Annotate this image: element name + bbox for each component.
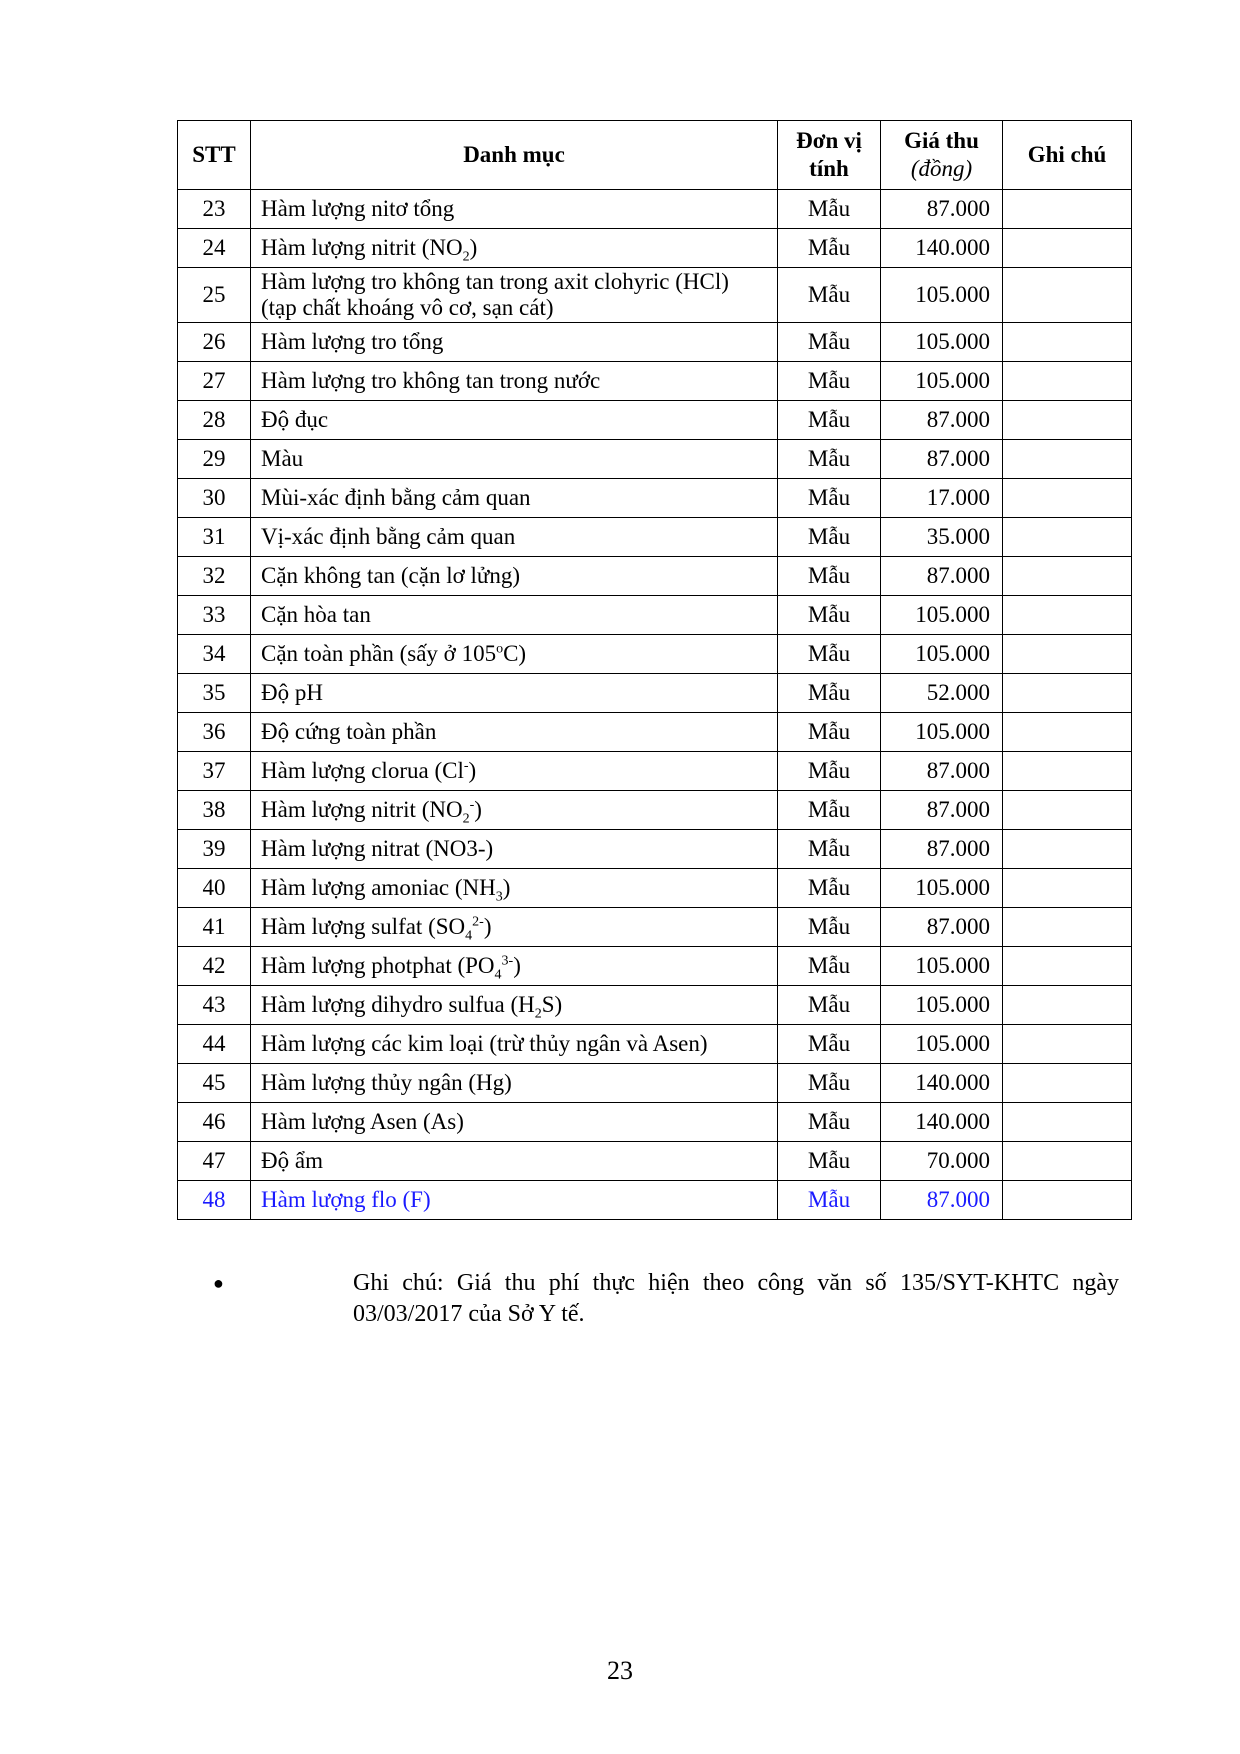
cell-note bbox=[1003, 1025, 1132, 1064]
cell-stt: 33 bbox=[178, 596, 251, 635]
cell-name bbox=[251, 268, 778, 323]
cell-stt: 23 bbox=[178, 190, 251, 229]
header-price-line2: (đồng) bbox=[910, 156, 973, 181]
cell-name bbox=[251, 986, 778, 1025]
table-row bbox=[178, 635, 1132, 674]
cell-note bbox=[1003, 908, 1132, 947]
cell-stt: 38 bbox=[178, 791, 251, 830]
cell-unit: Mẫu bbox=[778, 830, 881, 869]
cell-name: Hàm lượng nitơ tổng bbox=[251, 190, 778, 229]
cell-price: 105.000 bbox=[881, 635, 1003, 674]
cell-name-superscript: o bbox=[496, 641, 504, 657]
cell-price: 70.000 bbox=[881, 1142, 1003, 1181]
table-row bbox=[178, 229, 1132, 268]
cell-stt: 32 bbox=[178, 557, 251, 596]
cell-unit: Mẫu bbox=[778, 229, 881, 268]
table-row bbox=[178, 674, 1132, 713]
cell-price: 87.000 bbox=[881, 401, 1003, 440]
cell-unit: Mẫu bbox=[778, 1103, 881, 1142]
cell-stt: 41 bbox=[178, 908, 251, 947]
cell-unit: Mẫu bbox=[778, 596, 881, 635]
cell-name: Độ đục bbox=[251, 401, 778, 440]
cell-name: Vị-xác định bằng cảm quan bbox=[251, 518, 778, 557]
cell-stt: 37 bbox=[178, 752, 251, 791]
page-number: 23 bbox=[607, 1656, 633, 1685]
cell-stt: 43 bbox=[178, 986, 251, 1025]
cell-name-line2: (tạp chất khoáng vô cơ, sạn cát) bbox=[261, 295, 554, 320]
cell-stt: 31 bbox=[178, 518, 251, 557]
table-row bbox=[178, 557, 1132, 596]
cell-note bbox=[1003, 190, 1132, 229]
cell-name-line1: Hàm lượng tro không tan trong axit clohyric (HCl) bbox=[261, 269, 729, 294]
table-header-row bbox=[178, 121, 1132, 190]
cell-unit: Mẫu bbox=[778, 908, 881, 947]
table-row bbox=[178, 1064, 1132, 1103]
cell-price: 52.000 bbox=[881, 674, 1003, 713]
cell-stt: 45 bbox=[178, 1064, 251, 1103]
table-row bbox=[178, 1103, 1132, 1142]
cell-price: 87.000 bbox=[881, 791, 1003, 830]
cell-price: 105.000 bbox=[881, 1025, 1003, 1064]
cell-stt: 28 bbox=[178, 401, 251, 440]
cell-unit: Mẫu bbox=[778, 752, 881, 791]
cell-stt: 39 bbox=[178, 830, 251, 869]
cell-stt: 29 bbox=[178, 440, 251, 479]
cell-note bbox=[1003, 947, 1132, 986]
cell-price: 105.000 bbox=[881, 596, 1003, 635]
cell-note bbox=[1003, 635, 1132, 674]
cell-name-superscript: - bbox=[463, 758, 469, 774]
cell-stt: 42 bbox=[178, 947, 251, 986]
cell-name bbox=[251, 752, 778, 791]
cell-name bbox=[251, 908, 778, 947]
cell-price: 35.000 bbox=[881, 518, 1003, 557]
cell-note bbox=[1003, 229, 1132, 268]
cell-unit: Mẫu bbox=[778, 1142, 881, 1181]
cell-price: 87.000 bbox=[881, 190, 1003, 229]
cell-name-subscript: 4 bbox=[465, 928, 473, 944]
cell-note bbox=[1003, 830, 1132, 869]
header-stt: STT bbox=[178, 121, 251, 190]
cell-price: 105.000 bbox=[881, 323, 1003, 362]
cell-price: 87.000 bbox=[881, 440, 1003, 479]
cell-stt: 47 bbox=[178, 1142, 251, 1181]
cell-note bbox=[1003, 791, 1132, 830]
table-row bbox=[178, 908, 1132, 947]
cell-stt: 34 bbox=[178, 635, 251, 674]
cell-unit: Mẫu bbox=[778, 362, 881, 401]
cell-name: Mùi-xác định bằng cảm quan bbox=[251, 479, 778, 518]
header-unit-line2: tính bbox=[809, 156, 849, 181]
cell-note bbox=[1003, 752, 1132, 791]
cell-price: 140.000 bbox=[881, 229, 1003, 268]
cell-name-subscript: 2 bbox=[462, 811, 470, 827]
cell-name: Hàm lượng thủy ngân (Hg) bbox=[251, 1064, 778, 1103]
cell-stt: 46 bbox=[178, 1103, 251, 1142]
cell-unit: Mẫu bbox=[778, 557, 881, 596]
table-row bbox=[178, 323, 1132, 362]
cell-price: 140.000 bbox=[881, 1103, 1003, 1142]
cell-stt: 27 bbox=[178, 362, 251, 401]
cell-name-suffix: ) bbox=[474, 797, 482, 822]
cell-stt: 30 bbox=[178, 479, 251, 518]
header-name: Danh mục bbox=[251, 121, 778, 190]
cell-note bbox=[1003, 869, 1132, 908]
cell-name-suffix: ) bbox=[483, 914, 492, 939]
cell-unit: Mẫu bbox=[778, 268, 881, 323]
table-row bbox=[178, 1025, 1132, 1064]
table-row bbox=[178, 401, 1132, 440]
cell-price: 105.000 bbox=[881, 268, 1003, 323]
cell-price: 105.000 bbox=[881, 986, 1003, 1025]
cell-note bbox=[1003, 596, 1132, 635]
cell-name: Hàm lượng các kim loại (trừ thủy ngân và Asen) bbox=[251, 1025, 778, 1064]
cell-name-subscript: 3 bbox=[495, 889, 503, 905]
cell-name: Màu bbox=[251, 440, 778, 479]
header-price-line1: Giá thu bbox=[904, 128, 979, 153]
table-row bbox=[178, 1142, 1132, 1181]
cell-note bbox=[1003, 323, 1132, 362]
cell-name bbox=[251, 791, 778, 830]
cell-note bbox=[1003, 1103, 1132, 1142]
cell-name-subscript: 2 bbox=[534, 1006, 542, 1022]
cell-stt: 35 bbox=[178, 674, 251, 713]
header-note: Ghi chú bbox=[1003, 121, 1132, 190]
table-row bbox=[178, 1181, 1132, 1220]
cell-unit: Mẫu bbox=[778, 869, 881, 908]
table-row bbox=[178, 362, 1132, 401]
cell-note bbox=[1003, 401, 1132, 440]
cell-unit: Mẫu bbox=[778, 440, 881, 479]
cell-name: Độ cứng toàn phần bbox=[251, 713, 778, 752]
footnote bbox=[213, 1268, 1119, 1330]
table-row bbox=[178, 713, 1132, 752]
cell-name-suffix: ) bbox=[469, 235, 478, 260]
cell-name bbox=[251, 947, 778, 986]
cell-note bbox=[1003, 1142, 1132, 1181]
cell-name: Cặn hòa tan bbox=[251, 596, 778, 635]
cell-price: 105.000 bbox=[881, 947, 1003, 986]
table-row bbox=[178, 830, 1132, 869]
cell-stt: 48 bbox=[178, 1181, 251, 1220]
cell-name-suffix: C) bbox=[503, 641, 527, 666]
cell-name: Độ ẩm bbox=[251, 1142, 778, 1181]
cell-price: 87.000 bbox=[881, 908, 1003, 947]
cell-unit: Mẫu bbox=[778, 1025, 881, 1064]
cell-name bbox=[251, 229, 778, 268]
cell-note bbox=[1003, 713, 1132, 752]
cell-note bbox=[1003, 440, 1132, 479]
cell-stt: 26 bbox=[178, 323, 251, 362]
table-row bbox=[178, 947, 1132, 986]
cell-unit: Mẫu bbox=[778, 635, 881, 674]
cell-name-suffix: ) bbox=[468, 758, 477, 783]
fee-table bbox=[177, 120, 1132, 1220]
table-row bbox=[178, 479, 1132, 518]
table-row bbox=[178, 869, 1132, 908]
cell-unit: Mẫu bbox=[778, 479, 881, 518]
cell-name: Hàm lượng nitrat (NO3-) bbox=[251, 830, 778, 869]
cell-name-subscript: 4 bbox=[494, 967, 502, 983]
cell-stt: 36 bbox=[178, 713, 251, 752]
cell-price: 87.000 bbox=[881, 752, 1003, 791]
cell-name-text: Hàm lượng sulfat (SO bbox=[261, 914, 466, 939]
cell-name-suffix: ) bbox=[502, 875, 511, 900]
header-price bbox=[881, 121, 1003, 190]
cell-unit: Mẫu bbox=[778, 1064, 881, 1103]
cell-note bbox=[1003, 674, 1132, 713]
cell-name-text: Hàm lượng photphat (PO bbox=[261, 953, 495, 978]
cell-note bbox=[1003, 1064, 1132, 1103]
cell-unit: Mẫu bbox=[778, 323, 881, 362]
cell-price: 87.000 bbox=[881, 830, 1003, 869]
cell-stt: 25 bbox=[178, 268, 251, 323]
cell-name-superscript: - bbox=[469, 797, 475, 813]
table-row bbox=[178, 986, 1132, 1025]
cell-stt: 40 bbox=[178, 869, 251, 908]
table-row bbox=[178, 596, 1132, 635]
bullet-icon: ● bbox=[213, 1273, 224, 1293]
header-unit bbox=[778, 121, 881, 190]
cell-unit: Mẫu bbox=[778, 518, 881, 557]
cell-price: 87.000 bbox=[881, 1181, 1003, 1220]
cell-name-text: Hàm lượng amoniac (NH bbox=[261, 875, 496, 900]
table-row bbox=[178, 791, 1132, 830]
cell-price: 105.000 bbox=[881, 869, 1003, 908]
cell-note bbox=[1003, 1181, 1132, 1220]
cell-name: Hàm lượng tro không tan trong nước bbox=[251, 362, 778, 401]
cell-note bbox=[1003, 518, 1132, 557]
cell-unit: Mẫu bbox=[778, 1181, 881, 1220]
cell-unit: Mẫu bbox=[778, 401, 881, 440]
cell-price: 87.000 bbox=[881, 557, 1003, 596]
cell-name-text: Cặn toàn phần (sấy ở 105 bbox=[261, 641, 497, 666]
cell-price: 105.000 bbox=[881, 713, 1003, 752]
cell-name-subscript: 2 bbox=[462, 249, 470, 265]
table-row bbox=[178, 518, 1132, 557]
cell-name: Hàm lượng Asen (As) bbox=[251, 1103, 778, 1142]
cell-name: Độ pH bbox=[251, 674, 778, 713]
cell-note bbox=[1003, 362, 1132, 401]
cell-name bbox=[251, 869, 778, 908]
cell-unit: Mẫu bbox=[778, 791, 881, 830]
cell-name bbox=[251, 635, 778, 674]
cell-unit: Mẫu bbox=[778, 190, 881, 229]
cell-price: 17.000 bbox=[881, 479, 1003, 518]
cell-name: Cặn không tan (cặn lơ lửng) bbox=[251, 557, 778, 596]
cell-name-suffix: S) bbox=[541, 992, 563, 1017]
cell-stt: 24 bbox=[178, 229, 251, 268]
header-unit-line1: Đơn vị bbox=[796, 128, 862, 153]
cell-name-text: Hàm lượng clorua (Cl bbox=[261, 758, 464, 783]
table-row bbox=[178, 440, 1132, 479]
cell-note bbox=[1003, 479, 1132, 518]
cell-name: Hàm lượng flo (F) bbox=[251, 1181, 778, 1220]
cell-name: Hàm lượng tro tổng bbox=[251, 323, 778, 362]
cell-unit: Mẫu bbox=[778, 947, 881, 986]
table-body bbox=[178, 190, 1132, 1220]
cell-note bbox=[1003, 557, 1132, 596]
cell-name-text: Hàm lượng nitrit (NO bbox=[261, 797, 463, 822]
cell-price: 105.000 bbox=[881, 362, 1003, 401]
cell-unit: Mẫu bbox=[778, 713, 881, 752]
cell-name-text: Hàm lượng dihydro sulfua (H bbox=[261, 992, 535, 1017]
cell-note bbox=[1003, 986, 1132, 1025]
cell-name-text: Hàm lượng nitrit (NO bbox=[261, 235, 463, 260]
cell-note bbox=[1003, 268, 1132, 323]
cell-name-superscript: 3- bbox=[501, 953, 514, 969]
cell-name-superscript: 2- bbox=[472, 914, 484, 930]
cell-price: 140.000 bbox=[881, 1064, 1003, 1103]
table-row bbox=[178, 752, 1132, 791]
table-row bbox=[178, 268, 1132, 323]
cell-stt: 44 bbox=[178, 1025, 251, 1064]
footnote-text: Ghi chú: Giá thu phí thực hiện theo công văn số 135/SYT-KHTC ngày 03/03/2017 của Sở Y tế. bbox=[353, 1270, 1119, 1327]
table-row bbox=[178, 190, 1132, 229]
cell-unit: Mẫu bbox=[778, 986, 881, 1025]
cell-name-suffix: ) bbox=[513, 953, 521, 978]
cell-unit: Mẫu bbox=[778, 674, 881, 713]
